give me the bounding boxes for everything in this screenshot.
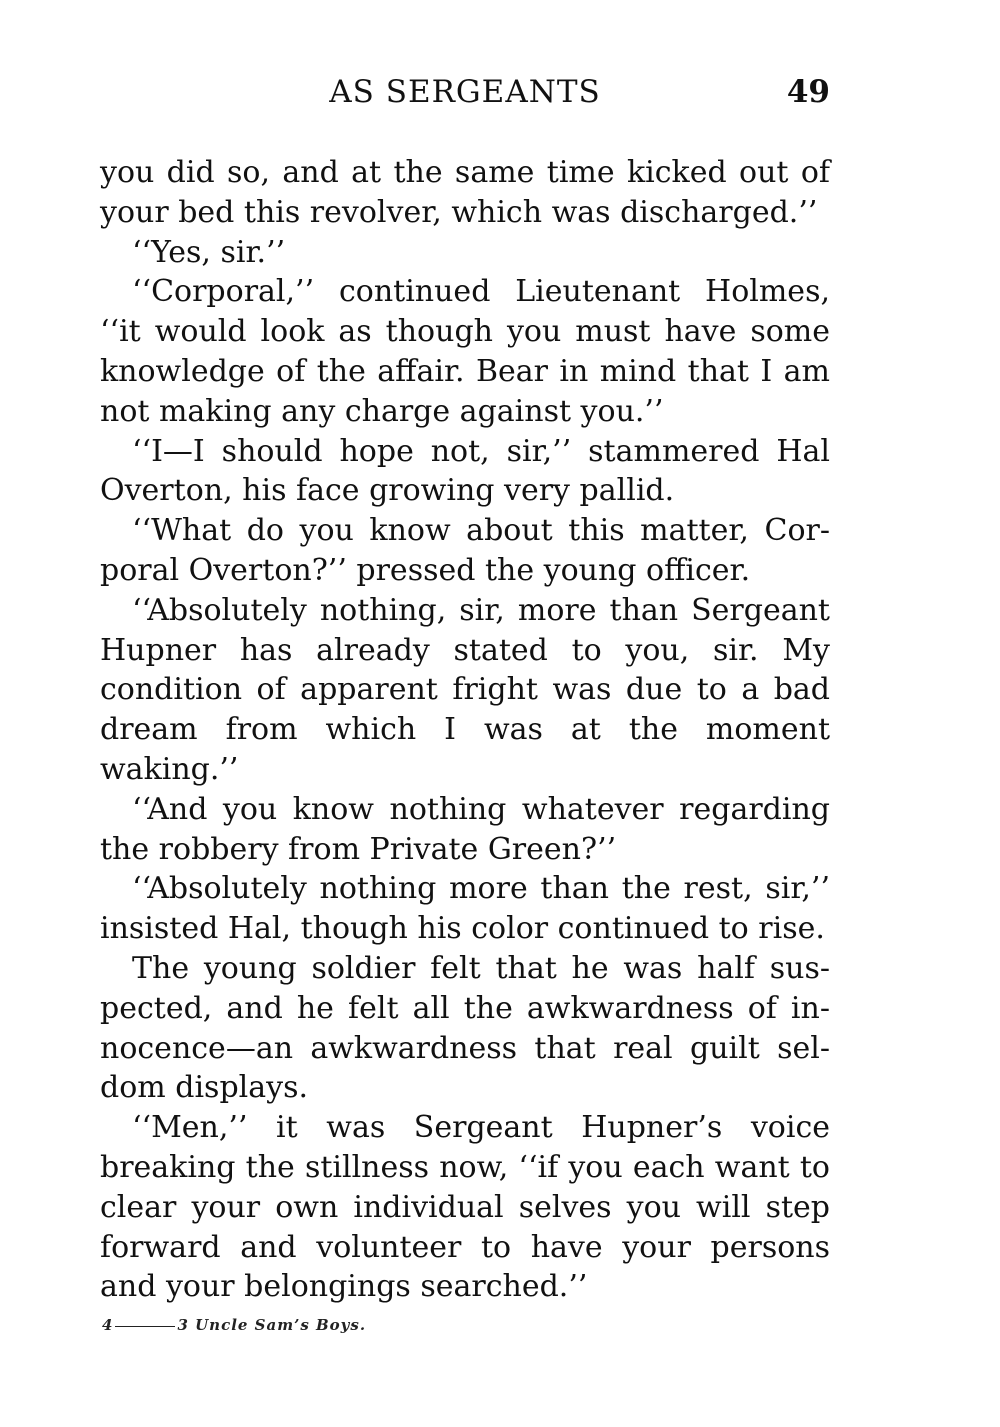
- paragraph: ‘‘Men,’’ it was Sergeant Hupner’s voice breaking the stillness now, ‘‘if you each want to clear your own individual selves you will step forward and volunteer to have your persons and your belongings searched.’’: [100, 1110, 830, 1305]
- paragraph: ‘‘I—I should hope not, sir,’’ stammered Hal Overton, his face growing very pallid.: [100, 433, 830, 509]
- paragraph: ‘‘Yes, sir.’’: [132, 234, 286, 270]
- signature-sheet-number: 4: [102, 1316, 114, 1334]
- paragraph: ‘‘What do you know about this matter, Corporal Overton?’’ pressed the young officer.: [100, 513, 830, 588]
- signature-reference: 3 Uncle Sam’s Boys.: [177, 1316, 367, 1334]
- running-head: [100, 70, 830, 114]
- printer-signature: [102, 1316, 366, 1334]
- running-title: AS SERGEANTS: [329, 74, 601, 110]
- paragraph: ‘‘Absolutely nothing more than the rest, sir,’’ insisted Hal, though his color continued to rise.: [100, 871, 830, 947]
- paragraph: ‘‘And you know nothing whatever regarding the robbery from Private Green?’’: [100, 791, 830, 867]
- paragraph: The young soldier felt that he was half suspected, and he felt all the awkwardness of innocence—an awkwardness that real guilt seldom displays.: [100, 950, 830, 1106]
- paragraph: you did so, and at the same time kicked out of your bed this revolver, which was discharged.’’: [100, 155, 830, 230]
- signature-rule: [115, 1326, 175, 1327]
- page-number: 49: [786, 74, 830, 110]
- paragraph: ‘‘Absolutely nothing, sir, more than Sergeant Hupner has already stated to you, sir. My condition of apparent fright was due to a bad dream from which I was at the moment waking.’’: [100, 592, 830, 787]
- body-text: [100, 153, 830, 1307]
- paragraph: ‘‘Corporal,’’ continued Lieutenant Holmes, ‘‘it would look as though you must have some knowledge of the affair. Bear in mind that I am not making any charge against you.’’: [100, 274, 830, 429]
